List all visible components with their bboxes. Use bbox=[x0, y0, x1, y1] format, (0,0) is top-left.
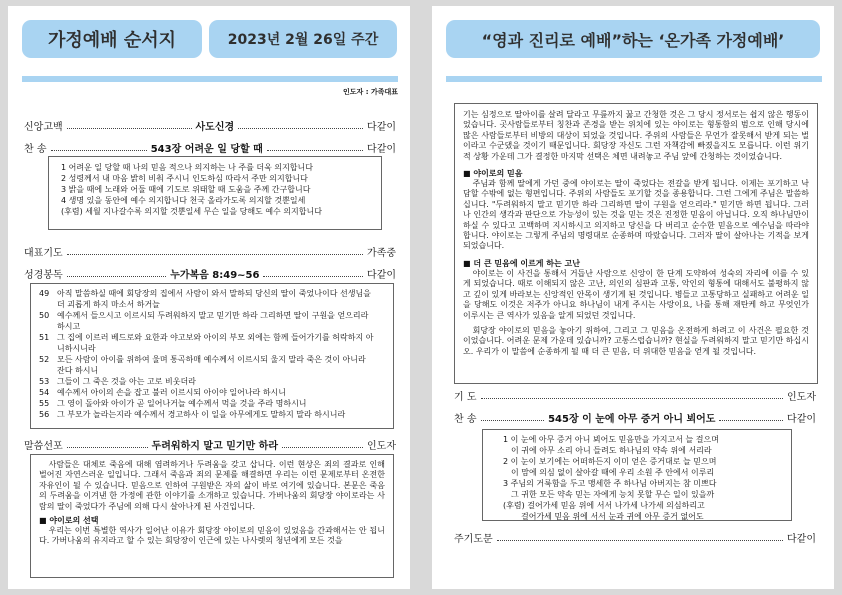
reading-who: 다같이 bbox=[367, 270, 397, 281]
verse-text: 예수께서 아이의 손을 잡고 불러 이르시되 아이야 일어나라 하시니 bbox=[57, 388, 286, 397]
reading-label: 성경봉독 bbox=[24, 270, 63, 281]
leader-dots bbox=[238, 128, 363, 129]
verse-text: 그 집에 이르러 베드로와 요한과 야고보와 아이의 부모 외에는 함께 들어가기를 허락하지 아 bbox=[57, 333, 374, 342]
scripture-verse-line bbox=[39, 288, 393, 299]
verse-number: 56 bbox=[39, 410, 50, 419]
sermon-row bbox=[24, 437, 396, 452]
scripture-verse-line bbox=[39, 332, 393, 343]
left-page bbox=[8, 6, 410, 589]
leader-dots bbox=[263, 276, 363, 277]
hymn2-line: 1 이 눈에 아무 증거 아니 뵈어도 믿음만을 가지고서 늘 걸으며 bbox=[503, 435, 719, 444]
verse-text: 그 부모가 놀라는지라 예수께서 경고하사 이 일을 아무에게도 말하지 말라 하시니라 bbox=[57, 410, 346, 419]
hymn2-row bbox=[454, 410, 816, 425]
divider-bar bbox=[22, 76, 398, 82]
verse-number: 55 bbox=[39, 399, 50, 408]
sermon-title: 두려워하지 말고 믿기만 하라 bbox=[151, 441, 279, 452]
hymn-line: (후렴) 세월 지나갈수록 의지할 것뿐일세 무슨 일을 당해도 예수 의지합니다 bbox=[61, 207, 322, 216]
sermon-label: 말씀선포 bbox=[24, 441, 63, 452]
leader-dots bbox=[267, 150, 363, 151]
hymn-who: 다같이 bbox=[367, 144, 397, 155]
verse-text: 그들이 그 죽은 것을 아는 고로 비웃더라 bbox=[57, 377, 196, 386]
hymn-title: 543장 어려운 일 당할 때 bbox=[150, 144, 263, 155]
lords-prayer-who: 다같이 bbox=[787, 534, 816, 545]
hymn2-line: (후렴) 걸어가세 믿음 위에 서서 나가세 나가세 의심하리고 bbox=[503, 501, 705, 510]
verse-text: 하시고 bbox=[57, 322, 81, 331]
verse-text: 더 괴롭게 하지 마소서 하거늘 bbox=[57, 300, 160, 309]
hymn-label: 찬 송 bbox=[24, 144, 47, 155]
hymn-lyrics-box bbox=[48, 156, 382, 230]
leader-dots bbox=[481, 398, 784, 399]
hymn2-line: 이 귀에 아무 소리 아니 들려도 하나님의 약속 위에 서리라 bbox=[511, 446, 712, 455]
verse-number bbox=[39, 343, 57, 354]
scripture-verse-line bbox=[39, 354, 393, 365]
prayer2-label: 기 도 bbox=[454, 392, 477, 403]
creed-row bbox=[24, 118, 396, 133]
verse-number bbox=[39, 321, 57, 332]
leader-dots bbox=[67, 447, 148, 448]
hymn-row bbox=[24, 140, 396, 155]
hymn2-title: 545장 이 눈에 아무 증거 아니 뵈어도 bbox=[548, 414, 716, 425]
verse-number bbox=[39, 299, 57, 310]
hymn-line: 1 어려운 일 당할 때 나의 믿음 적으나 의지하는 나 주를 더욱 의지합니다 bbox=[61, 163, 313, 172]
reading-title: 누가복음 8:49~56 bbox=[170, 270, 260, 281]
verse-number: 50 bbox=[39, 311, 50, 320]
scripture-verse-line bbox=[39, 365, 393, 376]
week-date: 2023년 2월 26일 주간 bbox=[209, 20, 397, 58]
verse-number bbox=[39, 365, 57, 376]
leader-dots bbox=[67, 128, 192, 129]
sermon-box bbox=[30, 454, 394, 578]
prayer-who: 가족중 bbox=[367, 248, 396, 259]
creed-who: 다같이 bbox=[367, 122, 397, 133]
sermon-series-title: “영과 진리로 예배”하는 ‘온가족 가정예배’ bbox=[446, 20, 820, 58]
hymn2-lyrics-box bbox=[482, 429, 792, 521]
creed-title: 사도신경 bbox=[195, 122, 235, 133]
section-heading: ■ 더 큰 믿음에 이르게 하는 고난 bbox=[463, 258, 581, 268]
prayer2-who: 인도자 bbox=[787, 392, 816, 403]
hymn2-who: 다같이 bbox=[787, 414, 817, 425]
verse-text: 니하시니라 bbox=[57, 344, 96, 353]
lords-prayer-row bbox=[454, 530, 816, 545]
sermon-subtext: 우리는 이번 특별한 역사가 일어난 이유가 회당장 야이로의 믿음이 있었음을 간과해서는 안 됩니다. 가버나움의 유지라고 할 수 있는 회당장이 인근에 있는 나사렛의 청년에게 모든 것을 bbox=[39, 526, 385, 546]
scripture-verse-line bbox=[39, 310, 393, 321]
lords-prayer-label: 주기도문 bbox=[454, 534, 493, 545]
leader-dots bbox=[481, 420, 545, 421]
leader-dots bbox=[51, 150, 147, 151]
sermon-paragraph: 회당장 야이로의 믿음을 놓아기 위하여, 그리고 그 믿음을 온전하게 하려고 이 사건은 필요한 것이었습니다. 어려운 문제 가운데 있습니까? 고통스럽습니까? 현실을 두려워하지 말고 믿기만 하십시오. 우리가 이 말씀에 순종하게 될 때 더 큰 믿음, 더 위대한 믿음을 얻게 될 것입니다. bbox=[463, 325, 809, 356]
divider-bar bbox=[446, 76, 822, 82]
hymn2-line: 이 맘에 의심 없이 살아갈 때에 우리 소원 주 안에서 이루리 bbox=[511, 468, 715, 477]
sermon-continued-box bbox=[454, 103, 818, 384]
prayer2-row bbox=[454, 388, 816, 403]
bulletin-title: 가정예배 순서지 bbox=[22, 20, 202, 58]
leader-label: 인도자 : 가족대표 bbox=[342, 88, 398, 96]
leader-dots bbox=[282, 447, 363, 448]
sermon-paragraph: 기는 심정으로 딸아이를 살려 달라고 무릎까지 꿇고 간청한 것은 그 당시 정서로는 쉽지 않은 행동이었습니다. 곳사람들로부터 칭찬과 존경을 받는 위치에 있는 야이로는 형통함의 범으로 인해 당시에 많은 사람들로부터 비방의 대상이 되었을 것입니다. 주위의 사람들은 무언가 잘못해서 받게 되는 벌이라고 수군댔을 것이기 때문입니다. 회당장 자신도 그런 자책감에 빠졌을지도 모릅니다. 이런 위기적 상황 가운데 그가 결정한 마지막 선택은 체면 내려놓고 주님 앞에 간청하는 것이었습니다. bbox=[463, 110, 809, 161]
reading-row bbox=[24, 266, 396, 281]
leader-dots bbox=[719, 420, 783, 421]
scripture-verse-line bbox=[39, 409, 393, 420]
sermon-intro: 사람들은 대체로 죽음에 대해 염려하거나 두려움을 갖고 삽니다. 이런 현상은 죄의 결과로 인해 벌어진 자연스러운 일입니다. 그래서 죽음과 죄의 문제를 해결하면 우리는 이런 문제로부터 온전한 자유인이 될 수 있습니다. 믿음으로 인하여 구원받은 자의 삶이 바로 여기에 있습니다. 본문은 죽음의 두려움을 이겨낸 한 가정에 관한 이야기를 소개하고 있습니다. 가버나움의 회당장 야이로라는 사람의 딸이 죽었다가 주님에 의해 다시 살아나게 된 사건입니다. bbox=[39, 460, 385, 511]
prayer-label: 대표기도 bbox=[24, 248, 63, 259]
hymn2-line: 그 귀한 모든 약속 믿는 자에게 능치 못할 무슨 일이 있을까 bbox=[511, 490, 715, 499]
creed-label: 신앙고백 bbox=[24, 122, 63, 133]
verse-number: 49 bbox=[39, 289, 50, 298]
scripture-verse-line bbox=[39, 321, 393, 332]
sermon-paragraph: 주님과 함께 딸에게 가던 중에 야이로는 딸이 죽었다는 전갈을 받게 됩니다. 이제는 포기하고 낙담할 수밖에 없는 형편입니다. 주위의 사람들도 포기할 것을 종용합니다. 그런 그에게 주님은 말씀하십니다. "두려워하지 말고 믿기만 하라 그리하면 딸이 구원을 얻으리라." 믿기만 하면 됩니다. 그러나 인간의 생각과 판단으로 가능성이 있는 것을 믿는 것은 진정한 믿음이 아닙니다. 오직 하나님만이 하실 수 있다고 고백하며 지시하시고 의지하고 당신을 다 버리고 순수한 믿음으로 예수님을 따라야 합니다. 야이로는 그렇게 주님의 명령대로 순종하며 따랐습니다. 그러자 딸이 살아나는 기적을 보게 되었습니다. bbox=[463, 179, 809, 251]
scripture-box bbox=[30, 283, 394, 429]
hymn-line: 2 성령께서 내 마음 밝히 비춰 주시니 인도하심 따라서 주만 의지합니다 bbox=[61, 174, 308, 183]
scripture-verse-line bbox=[39, 343, 393, 354]
scripture-verse-line bbox=[39, 387, 393, 398]
verse-text: 아직 말씀하실 때에 회당장의 집에서 사람이 와서 말하되 당신의 딸이 죽었나이다 선생님을 bbox=[57, 289, 371, 298]
scripture-verse-line bbox=[39, 299, 393, 310]
verse-text: 그 영이 돌아와 아이가 곧 일어나거늘 예수께서 먹을 것을 주라 명하시니 bbox=[57, 399, 307, 408]
hymn2-line: 걸어가세 믿음 위에 서서 눈과 귀에 아무 증거 없어도 bbox=[521, 512, 704, 521]
verse-number: 53 bbox=[39, 377, 50, 386]
verse-number: 52 bbox=[39, 355, 50, 364]
hymn2-label: 찬 송 bbox=[454, 414, 477, 425]
scripture-verse-line bbox=[39, 376, 393, 387]
verse-text: 예수께서 들으시고 이르시되 두려워하지 말고 믿기만 하라 그리하면 딸이 구원을 얻으리라 bbox=[57, 311, 369, 320]
sermon-subhead: ■ 야이로의 선택 bbox=[39, 516, 99, 526]
verse-number: 51 bbox=[39, 333, 50, 342]
hymn2-line: 3 주님의 거룩함을 두고 맹세한 주 하나님 아버지는 참 미쁘다 bbox=[503, 479, 717, 488]
hymn-line: 3 밝을 때에 노래와 어둘 때에 기도로 위태할 때 도움을 주께 간구합니다 bbox=[61, 185, 311, 194]
leader-dots bbox=[497, 540, 783, 541]
hymn-line: 4 생명 있을 동안에 예수 의지합니다 천국 올라가도록 의지할 것뿐일세 bbox=[61, 196, 306, 205]
leader-dots bbox=[67, 254, 363, 255]
right-page bbox=[432, 6, 834, 589]
hymn2-line: 2 이 눈이 보기에는 어떠하든지 이미 얻은 증거대로 늘 믿으며 bbox=[503, 457, 717, 466]
verse-text: 잔다 하시니 bbox=[57, 366, 99, 375]
sermon-paragraph: 야이로는 이 사건을 통해서 거듭난 사람으로 신앙이 한 단계 도약하여 성숙의 자리에 이를 수 있게 되었습니다. 때로 이해되지 않은 고난, 의인의 심판과 고통, 악인의 형통에 대해서도 불평하지 않고 깊이 있게 바라보는 신앙적인 안목이 생기게 된 것입니다. 병들고 고통당하고 실패하고 어려운 일을 당해도 이것은 저주가 아니요 하나님이 내게 주시는 사랑이요, 나를 통해 재탄케 하고 무엇인가 이루시는 큰 역사가 있음을 알게 되었던 것입니다. bbox=[463, 268, 809, 320]
section-heading: ■ 야이로의 믿음 bbox=[463, 169, 523, 179]
sermon-who: 인도자 bbox=[367, 441, 396, 452]
verse-text: 모든 사람이 아이를 위하여 울며 통곡하매 예수께서 이르시되 울지 말라 죽은 것이 아니라 bbox=[57, 355, 366, 364]
prayer-row bbox=[24, 244, 396, 259]
scripture-verse-line bbox=[39, 398, 393, 409]
leader-dots bbox=[67, 276, 167, 277]
verse-number: 54 bbox=[39, 388, 50, 397]
verse-list bbox=[39, 288, 393, 420]
